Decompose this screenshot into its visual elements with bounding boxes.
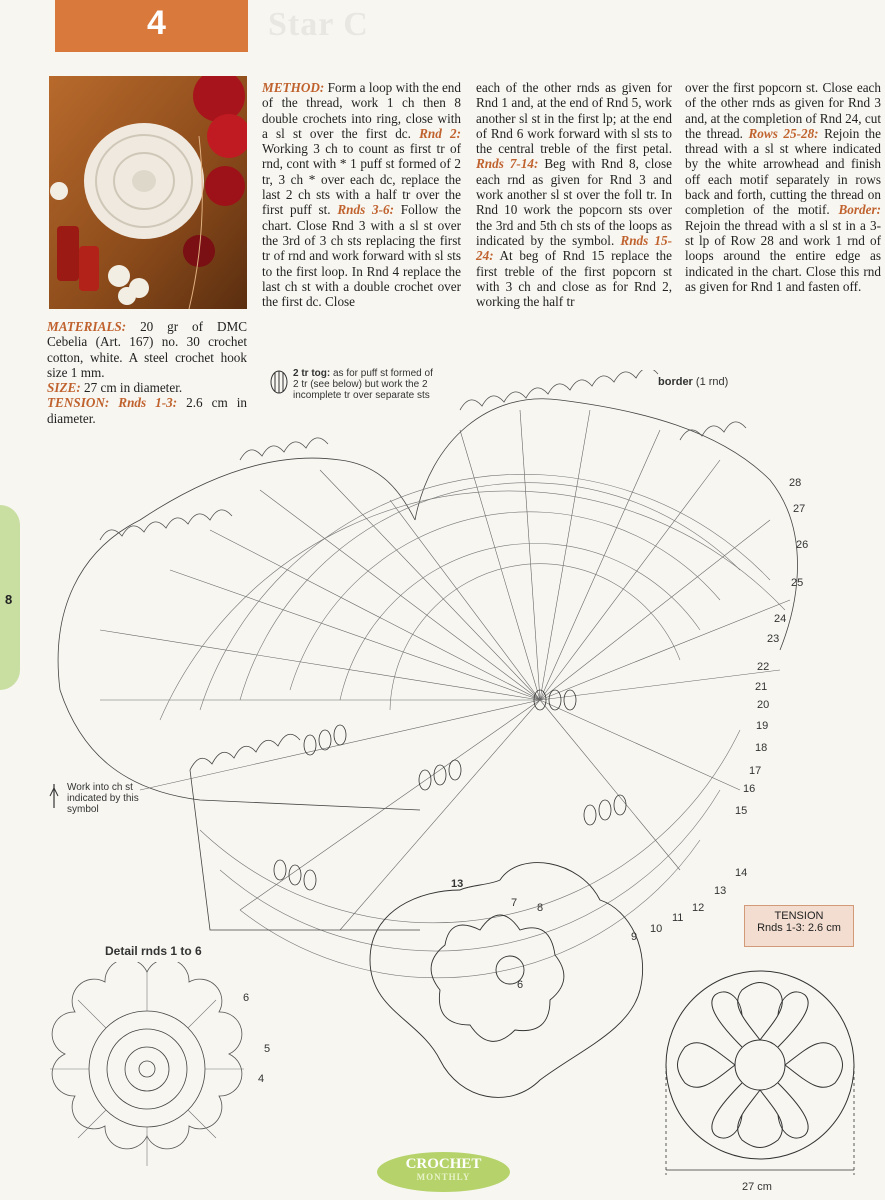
rnds7-14-text: Beg with Rnd 8, close each rnd as given for Rnd 3 and work another sl st over the foll tr. In Rnd 10 work the popcorn sts over the 3rd and 5th ch sts of the loops as indicated by the symbol. bbox=[476, 156, 672, 248]
tension-label: TENSION: Rnds 1-3: bbox=[47, 395, 178, 411]
tension-text: 2.6 cm in diameter. bbox=[47, 395, 248, 426]
legend-work-into: Work into ch st indicated by this symbol bbox=[67, 782, 139, 815]
row-label-26: 26 bbox=[796, 539, 809, 551]
rnd2-heading: Rnd 2: bbox=[419, 125, 461, 141]
layout-diagram bbox=[660, 965, 860, 1180]
rnds3-6-heading: Rnds 3-6: bbox=[337, 202, 394, 218]
materials-text: 20 gr of DMC Cebelia (Art. 167) no. 30 crochet cotton, white. A steel crochet hook size 1 mm. bbox=[47, 319, 247, 380]
row-label-21: 21 bbox=[755, 681, 768, 693]
border-label-sub: (1 rnd) bbox=[695, 376, 729, 388]
legend-2tr-title: 2 tr tog: bbox=[293, 368, 331, 379]
detail-label-4: 4 bbox=[258, 1073, 265, 1085]
row-label-9: 9 bbox=[631, 931, 638, 943]
tension-box-text: Rnds 1-3: 2.6 cm bbox=[757, 922, 841, 934]
section-number: 4 bbox=[147, 4, 166, 42]
row-label-8: 8 bbox=[537, 902, 544, 914]
row-label-12: 12 bbox=[692, 902, 705, 914]
row-label-18: 18 bbox=[755, 742, 768, 754]
rnd2-text: Working 3 ch to count as first tr of rnd, cont with * 1 puff st formed of 2 tr, 3 ch * over each dc, replace the last 2 ch sts with a half tr over the first puff st. bbox=[262, 141, 461, 218]
detail-label-5: 5 bbox=[264, 1043, 271, 1055]
border-label-text: border bbox=[658, 376, 693, 388]
section-number-tab bbox=[55, 0, 248, 52]
row-label-28: 28 bbox=[789, 477, 802, 489]
center-label-13: 13 bbox=[451, 878, 464, 890]
row-label-20: 20 bbox=[757, 699, 770, 711]
rnd-close-text: each of the other rnds as given for Rnd 1 and, at the end of Rnd 5, work another sl st in the first lp; at the end of Rnd 6 work forward with sl sts to the central treble of the first petal. bbox=[476, 80, 672, 157]
legend-2tr-text: as for puff st formed of 2 tr (see below) but work the 2 incomplete tr over separate sts bbox=[293, 368, 433, 401]
size-text: 27 cm in diameter. bbox=[84, 380, 183, 396]
size-label: SIZE: bbox=[47, 380, 81, 396]
crochet-monthly-logo bbox=[377, 1152, 510, 1192]
border-text: Rejoin the thread with a sl st in a 3-st lp of Row 28 and work 1 rnd of loops around the entire edge as indicated in the chart. Close this rnd as given for Rnd 1 and fasten off. bbox=[685, 217, 881, 294]
row-label-16: 16 bbox=[743, 783, 756, 795]
row-label-10: 10 bbox=[650, 923, 663, 935]
detail-title: Detail rnds 1 to 6 bbox=[105, 944, 202, 958]
diameter-label: 27 cm bbox=[742, 1181, 772, 1193]
popcorn-close-text: over the first popcorn st. Close each of the other rnds as given for Rnd 3 and, at the completion of Rnd 24, cut the thread. bbox=[685, 80, 881, 141]
row-label-19: 19 bbox=[756, 720, 769, 732]
row-label-11: 11 bbox=[672, 912, 684, 924]
row-label-7: 7 bbox=[511, 897, 518, 909]
row-label-25: 25 bbox=[791, 577, 804, 589]
rnds15-24-text: At beg of Rnd 15 replace the first treble of the first popcorn st with 3 ch and close as for Rnd 2, working the half tr bbox=[476, 248, 672, 310]
method-column-3 bbox=[685, 80, 881, 294]
rows25-28-heading: Rows 25-28: bbox=[748, 125, 819, 141]
tension-box bbox=[744, 905, 854, 947]
border-heading: Border: bbox=[838, 202, 881, 218]
rows25-28-text: Rejoin the thread with a sl st where indicated by the white arrowhead and finish off each motif separately in rows back and forth, cutting the thread on completion of the motif. bbox=[685, 125, 882, 218]
row-label-6: 6 bbox=[517, 979, 524, 991]
row-label-15: 15 bbox=[735, 805, 748, 817]
row-label-23: 23 bbox=[767, 633, 780, 645]
doily-photo bbox=[49, 76, 247, 309]
rnds7-14-heading: Rnds 7-14: bbox=[476, 156, 539, 172]
method-column-1 bbox=[262, 80, 461, 309]
row-label-13: 13 bbox=[714, 885, 727, 897]
detail-label-6: 6 bbox=[243, 992, 250, 1004]
method-text: Form a loop with the end of the thread, work 1 ch then 8 double crochets into ring, close with a sl st over the first dc. bbox=[262, 80, 461, 141]
row-label-17: 17 bbox=[749, 765, 762, 777]
detail-chart bbox=[40, 962, 255, 1177]
logo-line2: MONTHLY bbox=[416, 1172, 471, 1182]
row-label-24: 24 bbox=[774, 613, 787, 625]
rnds15-24-heading: Rnds 15-24: bbox=[476, 232, 673, 264]
rnds3-6-text: Follow the chart. Close Rnd 3 with a sl st over the 3rd of 3 ch sts replacing the first tr of rnd and work forward with sl sts to the first loop. In Rnd 4 replace the last ch st with a double crochet over the first dc. Close bbox=[262, 202, 462, 310]
ghost-title: Star C bbox=[268, 6, 369, 43]
method-heading: METHOD: bbox=[262, 80, 325, 95]
row-label-27: 27 bbox=[793, 503, 806, 515]
doily-photo-illustration bbox=[49, 76, 247, 309]
logo-line1: CROCHET bbox=[405, 1156, 482, 1172]
method-column-2 bbox=[476, 80, 672, 309]
materials-label: MATERIALS: bbox=[47, 319, 127, 334]
row-label-22: 22 bbox=[757, 661, 770, 673]
row-label-14: 14 bbox=[735, 867, 748, 879]
tension-box-title: TENSION bbox=[774, 910, 824, 922]
page-number: 8 bbox=[5, 592, 13, 607]
